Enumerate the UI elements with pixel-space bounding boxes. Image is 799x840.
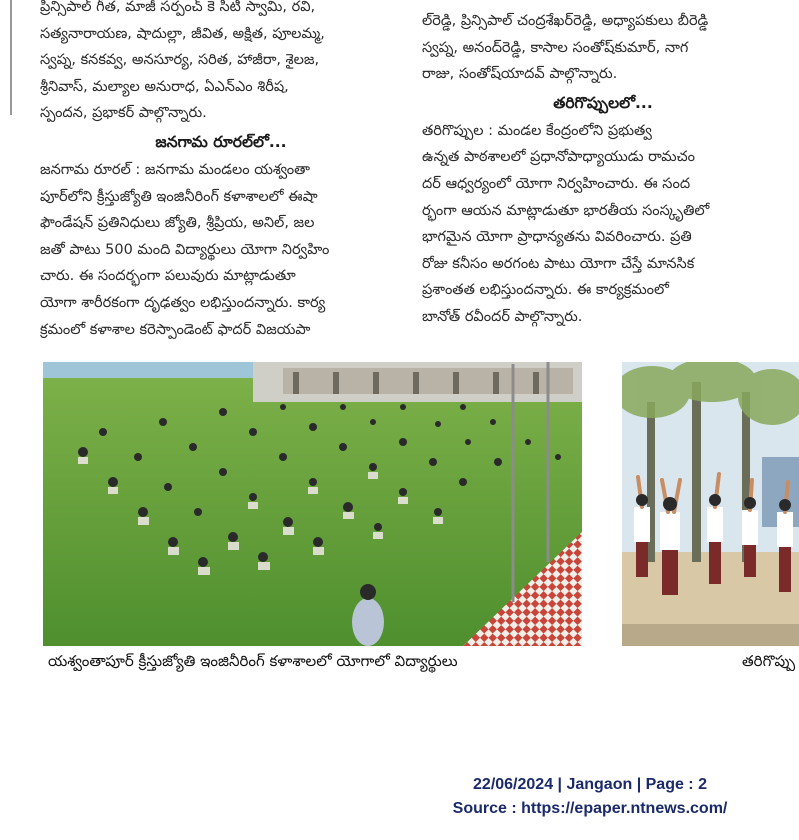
text-line: ఫౌండేషన్ ప్రతినిధులు జ్యోతి, శ్రీప్రియ, అనిల్, జల [40, 215, 315, 232]
text-line: జతో పాటు 500 మంది విద్యార్థులు యోగా నిర్వహిం [40, 241, 330, 258]
text-line: పూర్‌లోని క్రీస్తుజ్యోతి ఇంజినీరింగ్ కళాశాలలో ఈషా [40, 188, 318, 205]
text-line: ల్‌రెడ్డి, ప్రిన్సిపాల్ చంద్రశేఖర్‌రెడ్డి, అధ్యాపకులు బీరెడ్డి [422, 13, 709, 29]
text-line: జనగామ రూరల్ : జనగామ మండలం యశ్వంతా [40, 161, 310, 178]
text-line: స్పందన, ప్రభాకర్ పాల్గొన్నారు. [40, 105, 207, 122]
section-heading-tarigoppula: తరిగొప్పులలో... [553, 93, 653, 112]
school-yoga-photo [622, 362, 799, 646]
text-line: తరిగొప్పుల : మండల కేంద్రంలోని ప్రభుత్వ [422, 122, 652, 139]
text-line: చారు. ఈ సందర్భంగా పలువురు మాట్లాడుతూ [40, 268, 296, 285]
source-link[interactable]: Source : https://epaper.ntnews.com/ [452, 800, 728, 817]
text-line: దర్ ఆధ్వర్యంలో యోగా నిర్వహించారు. ఈ సంద [422, 175, 691, 192]
text-line: ప్రిన్సిపాల్ గీత, మాజీ సర్పంచ్ కె సిటీ స్వామి, రవి, [40, 0, 316, 15]
yoga-students-photo [43, 362, 582, 646]
section-heading-jangaon-rural: జనగామ రూరల్‌లో... [155, 132, 287, 151]
text-line: రోజు కనీసం అరగంట పాటు యోగా చేస్తే మానసిక [422, 255, 695, 272]
edition-date-line: 22/06/2024 | Jangaon | Page : 2 [473, 776, 707, 793]
column-divider-line [10, 0, 12, 115]
photo-caption-main: యశ్వంతాపూర్ క్రీస్తుజ్యోతి ఇంజినీరింగ్ కళాశాలలో యోగాలో విద్యార్థులు [48, 652, 458, 670]
text-line: రాజు, సంతోష్‌యాదవ్ పాల్గొన్నారు. [422, 66, 618, 83]
article-column-left [40, 0, 402, 343]
article-column-right [422, 8, 784, 331]
text-line: స్వప్న, కనకవ్వ, అనసూర్య, సరిత, హాజీరా, శైలజ, [40, 52, 320, 69]
text-line: క్రమంలో కళాశాల కరెస్పాండెంట్ ఫాదర్ విజయపా [40, 321, 311, 338]
text-line: ర్భంగా ఆయన మాట్లాడుతూ భారతీయ సంస్కృతిలో [422, 202, 710, 219]
text-line: సత్యనారాయణ, షాదుల్లా, జీవిత, అక్షిత, పూలమ్మ, [40, 25, 325, 42]
text-line: ప్రశాంతత లభిస్తుందన్నారు. ఈ కార్యక్రమంలో [422, 282, 669, 299]
text-line: యోగా శారీరకంగా దృఢత్వం లభిస్తుందన్నారు. కార్య [40, 294, 326, 311]
photo-caption-side: తరిగొప్పు [742, 652, 796, 670]
text-line: ఉన్నత పాఠశాలలో ప్రధానోపాధ్యాయుడు రామచం [422, 149, 695, 166]
text-line: స్వప్న, అనంద్‌రెడ్డి, కాసాల సంతోష్‌కుమార్, నాగ [422, 39, 689, 56]
text-line: బానోత్ రవీందర్ పాల్గొన్నారు. [422, 308, 583, 325]
text-line: శ్రీనివాస్, మల్యాల అనురాధ, ఏఎన్ఎం శిరీష, [40, 78, 289, 95]
text-line: భాగమైన యోగా ప్రాధాన్యతను వివరించారు. ప్రతి [422, 229, 692, 246]
